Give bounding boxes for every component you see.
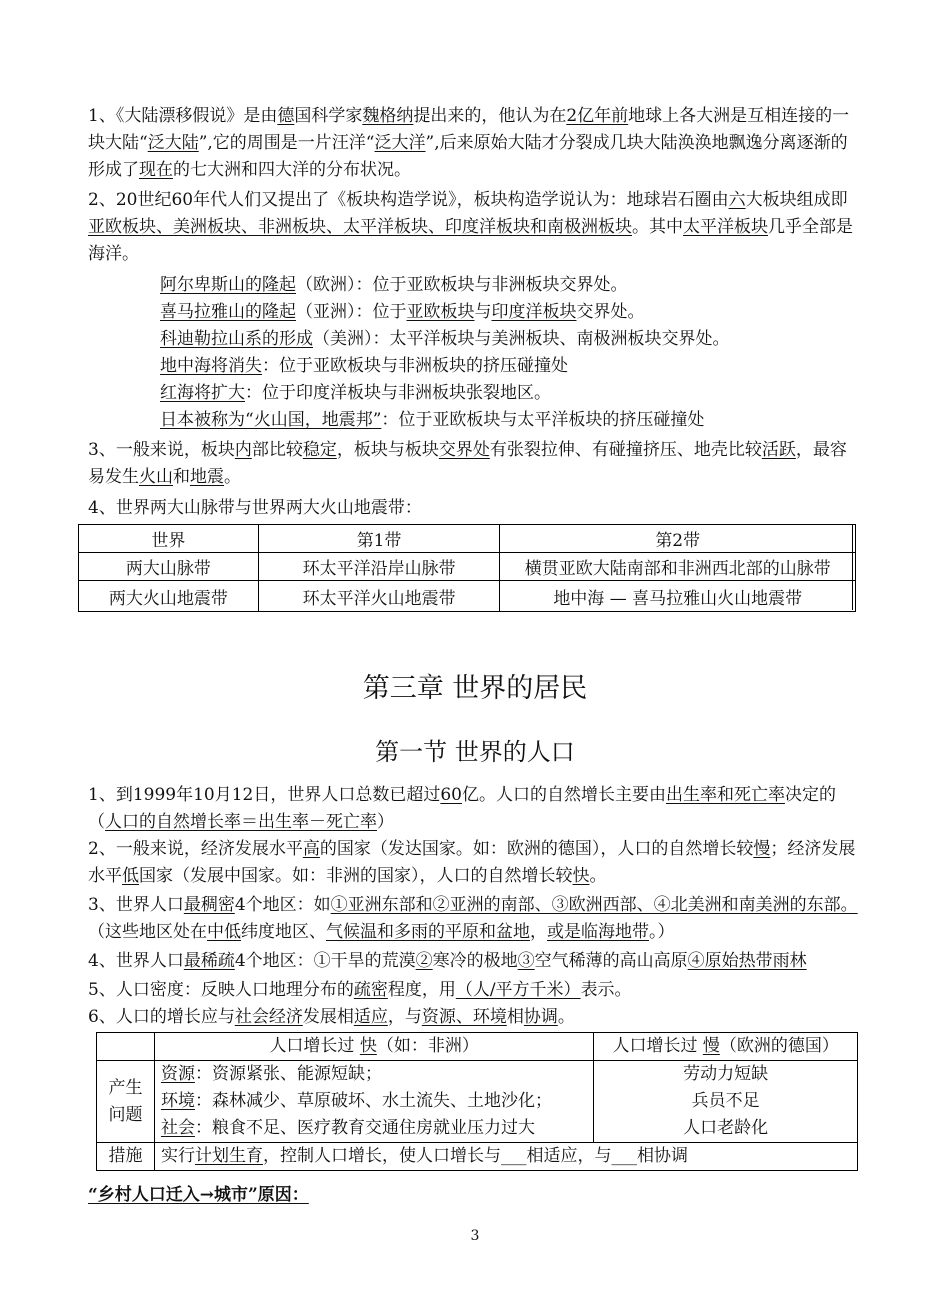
text: ：粮食不足、医疗教育交通住房就业压力过大 <box>194 1118 535 1138</box>
problem-aging: 人口老龄化 <box>683 1118 769 1138</box>
text: 。） <box>649 922 675 942</box>
text: 地球上各大洲是互相连接的一块大陆“ <box>88 106 850 153</box>
paragraph-economy-growth <box>88 836 860 890</box>
row-label-problems: 产生问题 <box>97 1061 155 1143</box>
example-himalaya <box>160 299 860 326</box>
text: ，板块与板块 <box>336 440 439 460</box>
text: （欧洲）：位于亚欧板块与非洲板块交界处。 <box>296 275 628 295</box>
text: 提出来的，他认为在 <box>413 106 567 126</box>
underlined-text: ② <box>415 951 433 971</box>
table-header-row <box>97 1033 858 1061</box>
text: 4个地区：①干旱的荒漠 <box>234 951 416 971</box>
text: 有张裂拉伸、有碰撞挤压、地壳比较 <box>489 440 762 460</box>
underlined-text: 协调 <box>523 1007 558 1027</box>
text: 。 <box>589 866 607 886</box>
underlined-text: 现在 <box>139 160 173 180</box>
text: 和 <box>173 467 190 487</box>
table-header-cell: 世界 <box>79 525 259 553</box>
problem-resources <box>161 1061 587 1088</box>
table-cell: 两大火山地震带 <box>79 581 259 612</box>
text: ：位于印度洋板块与非洲板块张裂地区。 <box>245 383 551 403</box>
underlined-text: 六 <box>728 190 746 210</box>
underlined-text: 印度洋板块 <box>491 302 577 322</box>
text: 表示。 <box>580 980 632 1000</box>
underlined-text: 社会 <box>160 1118 195 1138</box>
row-label-measures: 措施 <box>97 1143 155 1171</box>
underlined-text: 地中海将消失 <box>160 356 262 376</box>
underlined-text: 交界处 <box>438 440 490 460</box>
table-cell: 地中海 — 喜马拉雅山火山地震带 <box>500 581 856 612</box>
underlined-text: 高 <box>302 839 320 859</box>
underlined-text: 德 <box>277 106 295 126</box>
text: 。其中 <box>632 217 683 237</box>
text: 程度，用 <box>387 980 456 1000</box>
underlined-text: 环境 <box>160 1091 195 1111</box>
text: （美洲）：太平洋板块与美洲板块、南极洲板块交界处。 <box>313 329 730 349</box>
text: （欧洲的德国） <box>719 1036 839 1056</box>
text: 发展相 <box>302 1007 354 1027</box>
table-cell-measures <box>154 1143 857 1171</box>
problem-society <box>161 1115 587 1142</box>
text: 国科学家 <box>294 106 363 126</box>
problem-soldiers: 兵员不足 <box>691 1091 760 1111</box>
text: ；经济发展水平 <box>88 839 856 886</box>
underlined-text: ④原始热带雨林 <box>687 951 807 971</box>
underlined-text: 亚欧板块 <box>406 302 475 322</box>
underlined-text: 红海将扩大 <box>160 383 245 403</box>
paragraph-belts-intro: 4、世界两大山脉带与世界两大火山地震带： <box>88 498 422 518</box>
text: （如：非洲） <box>376 1036 479 1056</box>
underlined-text: 科迪勒拉山系的形成 <box>160 329 313 349</box>
underlined-text: 火山 <box>139 467 173 487</box>
text: 纬度地区、 <box>241 922 326 942</box>
underlined-text: 快 <box>572 866 590 886</box>
underlined-text: 日本被称为“火山国，地震邦” <box>160 410 382 430</box>
text: （这些地区处在 <box>88 922 207 942</box>
table-cell: 横贯亚欧大陆南部和非洲西北部的山脉带 <box>500 553 856 581</box>
table-cell: 环太平洋火山地震带 <box>258 581 500 612</box>
underlined-text: 活跃 <box>761 440 796 460</box>
text: ） <box>377 812 394 832</box>
underlined-text: 适应 <box>353 1007 388 1027</box>
underlined-text: 亚欧板块、美洲板块、非洲板块、太平洋板块、印度洋板块和南极洲板块 <box>88 217 632 237</box>
underlined-text: 计划生育 <box>194 1146 263 1166</box>
text: 5、人口密度：反映人口地理分布的 <box>88 980 354 1000</box>
underlined-text: 快 <box>359 1036 377 1056</box>
paragraph-dense-regions <box>88 892 860 946</box>
text: ：位于亚欧板块与太平洋板块的挤压碰撞处 <box>381 410 705 430</box>
text: 相适应，与 <box>526 1146 612 1166</box>
migration-heading <box>88 1182 309 1209</box>
paragraph-sparse-regions <box>88 948 860 975</box>
example-red-sea <box>160 380 860 407</box>
text: 的七大洲和四大洋的分布状况。 <box>173 160 411 180</box>
table-header-cell-fast <box>154 1033 593 1061</box>
underlined-text: 慢 <box>702 1036 720 1056</box>
text: 相协调 <box>636 1146 688 1166</box>
paragraph-plate-tectonics <box>88 187 860 268</box>
underlined-text: 慢 <box>753 839 771 859</box>
text: ：位于亚欧板块与非洲板块的挤压碰撞处 <box>262 356 568 376</box>
text: 部比较 <box>251 440 303 460</box>
underlined-text: 阿尔卑斯山的隆起 <box>160 275 296 295</box>
example-cordillera <box>160 326 860 353</box>
underlined-text: 稳定 <box>302 440 337 460</box>
table-cell-fast-problems <box>154 1061 593 1143</box>
underlined-text: 低 <box>122 866 139 886</box>
underlined-text: 60 <box>440 785 462 805</box>
underlined-text: “乡村人口迁入→城市”原因： <box>88 1185 309 1205</box>
table-header-row <box>79 525 856 553</box>
text: ：森林减少、草原破坏、水土流失、土地沙化； <box>194 1091 552 1111</box>
text: 几乎全部是海洋。 <box>88 217 853 264</box>
underlined-text: 气候温和多雨的平原和盆地 <box>326 922 530 942</box>
example-japan <box>160 407 860 434</box>
page-number: 3 <box>470 1228 480 1244</box>
text: 与 <box>474 302 492 322</box>
underlined-text: ③ <box>517 951 535 971</box>
underlined-text: 人口的自然增长率＝出生率－死亡率 <box>105 812 377 832</box>
text: 3、世界人口 <box>88 895 184 915</box>
text: ：资源紧张、能源短缺； <box>194 1064 382 1084</box>
text: 2、一般来说，经济发展水平 <box>88 839 303 859</box>
text: 1、《大陆漂移假说》是由 <box>88 106 278 126</box>
table-row-problems <box>97 1061 858 1143</box>
text: ，控制人口增长，使人口增长与 <box>262 1146 501 1166</box>
text: ”,后来原始大陆才分裂成几块大陆涣涣地飘逸分离逐渐的形成了 <box>88 133 848 180</box>
text: （亚洲）：位于 <box>296 302 407 322</box>
text: ，与 <box>387 1007 422 1027</box>
text: 6、人口的增长应与 <box>88 1007 235 1027</box>
underlined-text: 2亿年前 <box>566 106 629 126</box>
blank: ___ <box>611 1146 637 1166</box>
text: 的国家（发达国家。如：欧洲的德国），人口的自然增长较 <box>319 839 754 859</box>
underlined-text: ①亚洲东部和②亚洲的南部、③欧洲西部、④北美洲和南美洲的东部。 <box>330 895 858 915</box>
text: 寒冷的极地 <box>432 951 518 971</box>
underlined-text: 资源 <box>160 1064 195 1084</box>
text: 3、一般来说，板块 <box>88 440 235 460</box>
underlined-text: 最稠密 <box>183 895 235 915</box>
belts-table <box>78 524 856 612</box>
text: 人口增长过 <box>269 1036 360 1056</box>
text: 4个地区：如 <box>234 895 331 915</box>
underlined-text: 太平洋板块 <box>683 217 768 237</box>
table-cell-slow-problems <box>594 1061 858 1143</box>
example-alps <box>160 272 860 299</box>
underlined-text: 社会经济 <box>234 1007 303 1027</box>
text: 人口增长过 <box>612 1036 703 1056</box>
text: 实行 <box>160 1146 195 1166</box>
blank: ___ <box>500 1146 527 1166</box>
population-growth-table <box>96 1032 858 1171</box>
table-row-measures <box>97 1143 858 1171</box>
section-title: 第一节 世界的人口 <box>375 738 575 766</box>
text: 。 <box>557 1007 575 1027</box>
text: ”,它的周围是一片汪洋“ <box>198 133 375 153</box>
table-double-border <box>852 524 853 610</box>
text: 2、20世纪60年代人们又提出了《板块构造学说》，板块构造学说认为：地球岩石圈由 <box>88 190 729 210</box>
paragraph-population-density <box>88 977 860 1004</box>
paragraph-growth-coordination <box>88 1004 860 1031</box>
underlined-text: 最稀疏 <box>183 951 235 971</box>
text: 4、世界人口 <box>88 951 184 971</box>
underlined-text: 泛大洋 <box>374 133 426 153</box>
table-header-cell: 第1带 <box>258 525 500 553</box>
text: 大板块组成即 <box>745 190 848 210</box>
underlined-text: 资源、环境 <box>421 1007 507 1027</box>
underlined-text: （人/平方千米） <box>455 980 581 1000</box>
text: ， <box>530 922 547 942</box>
underlined-text: 地震 <box>190 467 224 487</box>
table-cell: 两大山脉带 <box>79 553 259 581</box>
paragraph-continental-drift <box>88 103 860 184</box>
underlined-text: 中低 <box>207 922 241 942</box>
table-header-cell-slow <box>594 1033 858 1061</box>
text: 决定的（ <box>88 785 836 832</box>
underlined-text: 内 <box>234 440 252 460</box>
table-row <box>79 553 856 581</box>
underlined-text: 喜马拉雅山的隆起 <box>160 302 296 322</box>
underlined-text: 出生率和死亡率 <box>665 785 785 805</box>
text: 相 <box>506 1007 524 1027</box>
underlined-text: 疏密 <box>353 980 388 1000</box>
underlined-text: 或是临海地带 <box>547 922 649 942</box>
text: 。 <box>224 467 241 487</box>
paragraph-population-total <box>88 782 860 836</box>
table-cell: 环太平洋沿岸山脉带 <box>258 553 500 581</box>
text: 1、到1999年10月12日，世界人口总数已超过 <box>88 785 441 805</box>
table-header-cell: 第2带 <box>500 525 856 553</box>
text: 国家（发展中国家。如：非洲的国家），人口的自然增长较 <box>139 866 573 886</box>
paragraph-plate-stability <box>88 437 860 491</box>
table-header-cell <box>97 1033 155 1061</box>
text: 交界处。 <box>576 302 645 322</box>
problem-labor: 劳动力短缺 <box>683 1064 769 1084</box>
underlined-text: 泛大陆 <box>147 133 199 153</box>
chapter-title: 第三章 世界的居民 <box>362 673 588 704</box>
text: ，最容易发生 <box>88 440 847 487</box>
text: 亿。人口的自然增长主要由 <box>461 785 666 805</box>
text: 空气稀薄的高山高原 <box>534 951 688 971</box>
underlined-text: 魏格纳 <box>362 106 414 126</box>
table-row <box>79 581 856 612</box>
problem-environment <box>161 1088 587 1115</box>
example-mediterranean <box>160 353 860 380</box>
